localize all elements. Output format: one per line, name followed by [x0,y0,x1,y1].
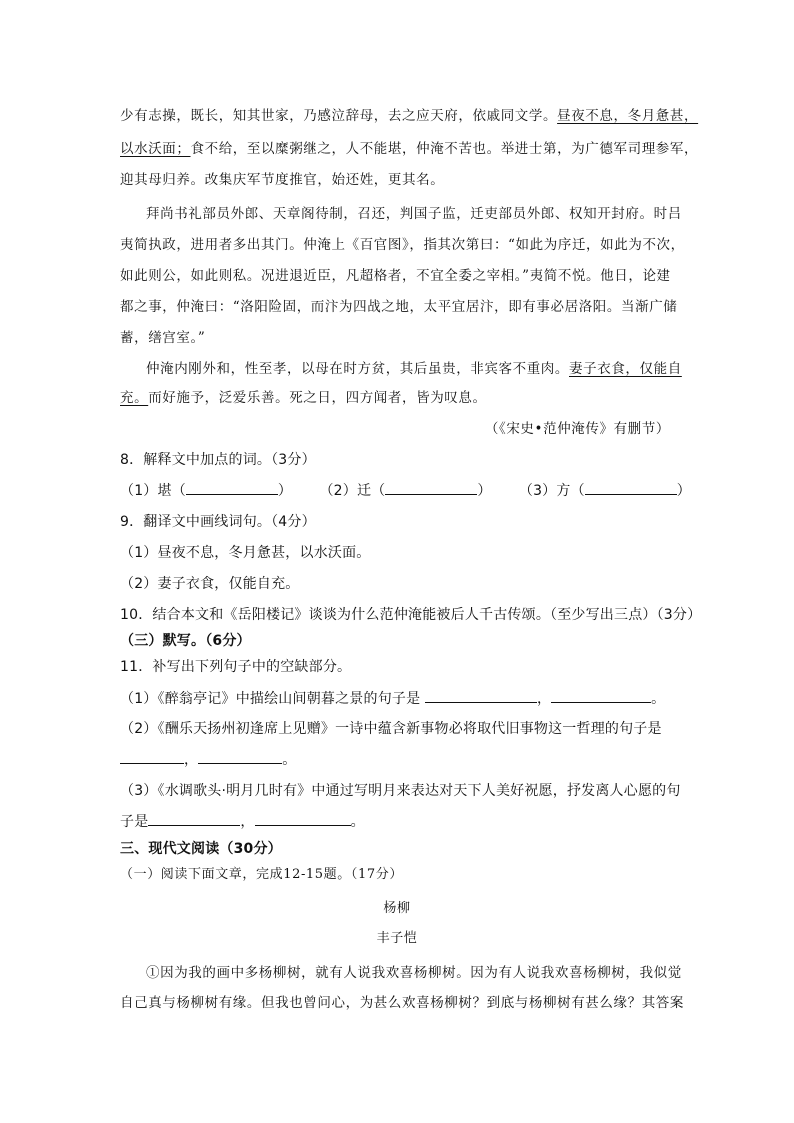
q11-2-blank-2[interactable] [198,749,282,764]
passage-p2-line4: 都之事，仲淹曰：“洛阳险固，而汴为四战之地，太平宜居汴，即有事必居洛阳。当渐广储 [120,299,678,315]
passage-text: 少有志操，既长，知其世家，乃感泣辞母，去之应天府，依戚同文学。 [120,108,558,124]
passage-p3-line1 [146,357,680,377]
article-title: 杨柳 [383,901,411,916]
question-11-item-3: （3）《水调歌头·明月几时有》中通过写明月来表达对天下人美好祝愿，抒发离人心愿的句 [120,783,681,799]
comma: ， [536,691,552,707]
passage-p1-line2 [120,137,699,157]
passage-text: 而好施予，泛爱乐善。死之日，四方闻者，皆为叹息。 [148,390,487,406]
q11-3-blank-1[interactable] [148,811,240,826]
part-subheading: （一）阅读下面文章，完成12-15题。（17分） [120,867,403,882]
passage-p2-line1: 拜尚书礼部员外郎、天章阁待制，召还，判国子监，迁吏部员外郎、权知开封府。时吕 [146,206,682,222]
period: 。 [282,752,297,768]
passage-source: （《宋史•范仲淹传》有删节） [484,421,670,437]
period: 。 [350,814,365,830]
q11-1-blank-2[interactable] [551,688,651,703]
passage-p2-line3: 如此则公，如此则私。况进退近臣，凡超格者，不宜全委之宰相。”夷简不悦。他日，论建 [120,268,671,284]
q8-item-1-label: （1）堪（ [120,483,186,499]
passage-p1-line3: 迎其母归养。改集庆军节度推官，始还姓，更其名。 [120,172,445,188]
q8-item-2-label: （2）迁（ [319,483,386,499]
close-paren: ） [477,483,492,499]
question-8: 8．解释文中加点的词。（3分） [120,452,316,468]
part-heading-modern-reading: 三、现代文阅读（30分） [120,841,282,857]
q11-1-text: （1）《醉翁亭记》中描绘山间朝暮之景的句子是 [120,691,421,707]
passage-p2-line2: 夷简执政，进用者多出其门。仲淹上《百官图》，指其次第曰：“如此为序迁，如此为不次， [120,237,685,253]
question-11: 11．补写出下列句子中的空缺部分。 [120,659,352,675]
q8-item-3-label: （3）方（ [518,483,585,499]
question-11-item-1 [120,688,680,708]
article-para1-line2: 自己真与杨柳树有缘。但我也曾问心，为甚么欢喜杨柳树？到底与杨柳树有甚么缘？其答案 [120,995,684,1011]
q11-3-blank-2[interactable] [255,811,351,826]
comma: ， [184,752,199,768]
passage-text: 仲淹内刚外和，性至孝，以母在时方贫，其后虽贵，非宾客不重肉。 [146,361,569,377]
q8-item-1-blank[interactable] [186,480,278,495]
question-9-item-1: （1）昼夜不息，冬月惫甚，以水沃面。 [120,545,371,561]
article-author: 丰子恺 [376,931,418,946]
period: 。 [651,691,666,707]
passage-p3-line2 [120,386,680,406]
q11-3-prefix: 子是 [120,814,149,830]
question-11-item-2: （2）《酬乐天扬州初逢席上见赠》一诗中蕴含新事物必将取代旧事物这一哲理的句子是 [120,721,662,737]
underlined-sentence: 昼夜不息，冬月惫甚， [557,108,699,124]
q8-item-2-blank[interactable] [385,480,477,495]
close-paren: ） [277,483,293,499]
section-heading-dictation: （三）默写。（6分） [120,633,251,649]
q11-2-blank-1[interactable] [120,749,184,764]
question-10: 10．结合本文和《岳阳楼记》谈谈为什么范仲淹能被后人千古传颂。（至少写出三点）（3分） [120,607,702,623]
question-11-item-2-blanks [120,749,680,769]
passage-p1-line1 [120,104,699,124]
article-para1-line1: ①因为我的画中多杨柳树，就有人说我欢喜杨柳树。因为有人说我欢喜杨柳树，我似觉 [146,965,682,981]
passage-text: 食不给，至以糜粥继之，人不能堪，仲淹不苦也。举进士第，为广德军司理参军， [190,141,699,157]
underlined-sentence: 充。 [120,390,149,406]
underlined-sentence: 以水沃面； [120,141,191,157]
q11-1-blank-1[interactable] [425,688,537,703]
comma: ， [240,814,255,830]
passage-p2-line5: 蓄，缮宫室。” [120,330,206,346]
q8-item-3-blank[interactable] [585,480,677,495]
question-9: 9．翻译文中画线词句。（4分） [120,514,316,530]
question-8-items [120,480,691,500]
close-paren: ） [676,483,691,499]
question-9-item-2: （2）妻子衣食，仅能自充。 [120,576,300,592]
underlined-sentence: 妻子衣食，仅能自 [569,361,682,377]
question-11-item-3-blanks [120,811,680,831]
